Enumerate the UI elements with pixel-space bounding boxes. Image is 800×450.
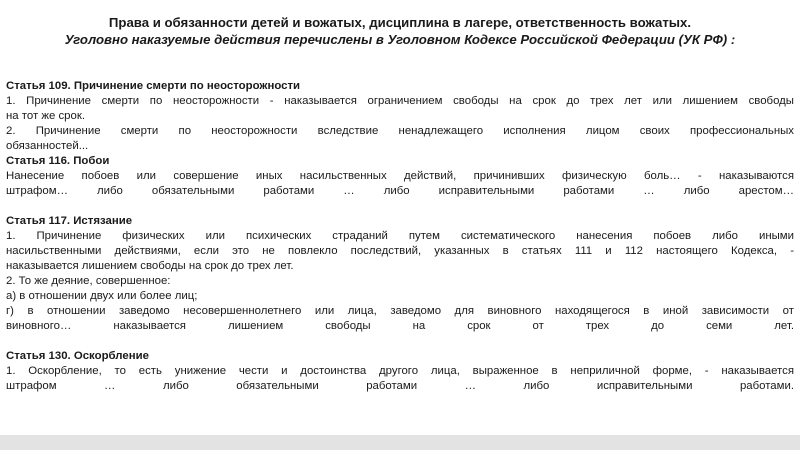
article-109-title: Статья 109. Причинение смерти по неосторожности bbox=[6, 80, 301, 92]
article-130-title: Статья 130. Оскорбление bbox=[6, 350, 149, 362]
article-117-item-g1: г) в отношении заведомо несовершеннолетнего или лица, заведомо для виновного находящегося в иной зависимости от bbox=[6, 305, 794, 317]
article-116-text-a: Нанесение побоев или совершение иных насильственных действий, причинивших физическую боль… - наказываются bbox=[6, 170, 794, 182]
article-109-text-1b: на тот же срок. bbox=[6, 110, 85, 122]
article-117-item-g2: виновного… наказывается лишением свободы на срок от трех до семи лет. bbox=[6, 320, 794, 332]
header-title: Права и обязанности детей и вожатых, дисциплина в лагере, ответственность вожатых. bbox=[108, 15, 692, 30]
article-117-text-1c: наказывается лишением свободы на срок до трех лет. bbox=[6, 260, 294, 272]
spacer bbox=[6, 199, 794, 214]
article-116-text-b: штрафом… либо обязательными работами … либо исправительными работами … либо арестом… bbox=[6, 185, 794, 197]
article-109-text-1a: 1. Причинение смерти по неосторожности - наказывается ограничением свободы на срок до трех лет или лишением свободы bbox=[6, 95, 794, 107]
spacer bbox=[6, 334, 794, 349]
bottom-bar bbox=[0, 435, 800, 450]
article-109-text-2a: 2. Причинение смерти по неосторожности вследствие ненадлежащего исполнения лицом своих профессиональных bbox=[6, 125, 794, 137]
article-117-text-1b: насильственными действиями, если это не повлекло последствий, указанных в статьях 111 и 112 настоящего Кодекса, - bbox=[6, 245, 794, 257]
article-109-text-2b: обязанностей... bbox=[6, 140, 89, 152]
article-130-text-a: 1. Оскорбление, то есть унижение чести и достоинства другого лица, выраженное в неприличной форме, - наказывается bbox=[6, 365, 794, 377]
article-116-title: Статья 116. Побои bbox=[6, 155, 110, 167]
article-130-text-b: штрафом … либо обязательными работами … либо исправительными работами. bbox=[6, 380, 794, 392]
article-117-text-2: 2. То же деяние, совершенное: bbox=[6, 275, 171, 287]
header-subtitle: Уголовно наказуемые действия перечислены в Уголовном Кодексе Российской Федерации (УК РФ) : bbox=[64, 32, 736, 47]
slide-header bbox=[0, 14, 800, 48]
article-117-title: Статья 117. Истязание bbox=[6, 215, 133, 227]
slide-body bbox=[6, 79, 794, 394]
article-117-item-a: а) в отношении двух или более лиц; bbox=[6, 290, 198, 302]
article-117-text-1a: 1. Причинение физических или психических страданий путем систематического нанесения побоев либо иными bbox=[6, 230, 794, 242]
